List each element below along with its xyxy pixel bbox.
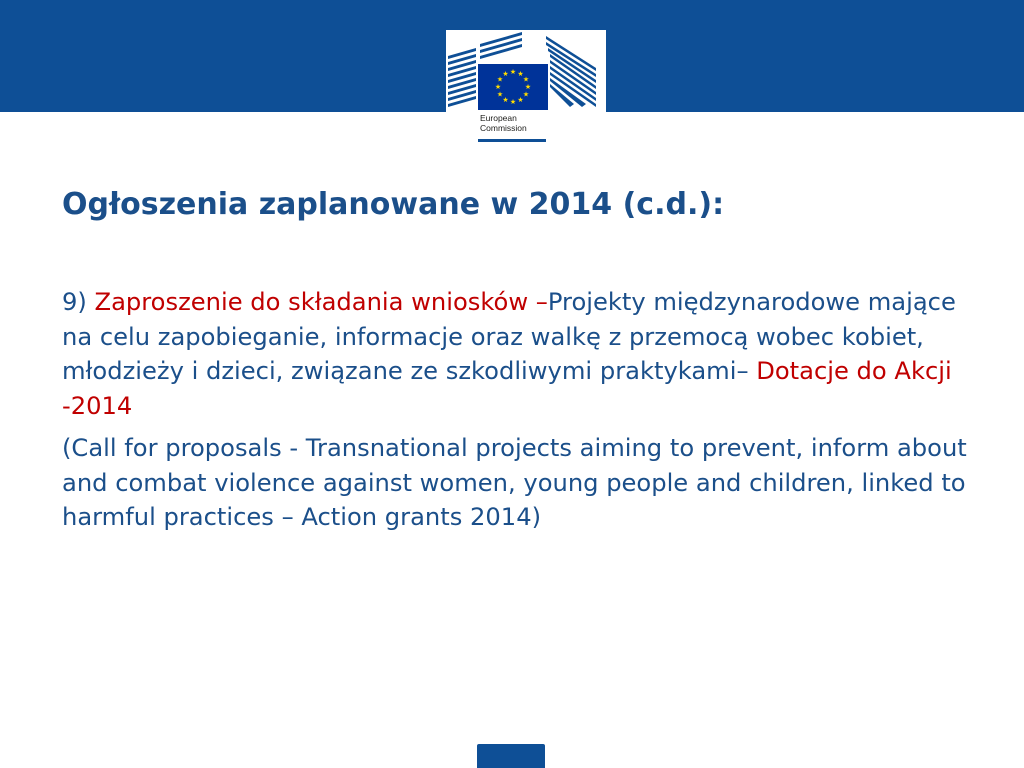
logo-text-line2: Commission bbox=[480, 123, 527, 133]
svg-text:★: ★ bbox=[517, 70, 524, 78]
building-flag-icon bbox=[446, 30, 606, 112]
grant-label: Dotacje do Akcji -2014 bbox=[62, 357, 952, 420]
slide-title: Ogłoszenia zaplanowane w 2014 (c.d.): bbox=[62, 187, 725, 222]
item-number: 9) bbox=[62, 288, 95, 316]
svg-text:★: ★ bbox=[524, 83, 532, 91]
european-commission-logo bbox=[446, 30, 606, 142]
svg-text:★: ★ bbox=[502, 70, 509, 78]
slide-body bbox=[62, 285, 967, 543]
svg-text:★: ★ bbox=[496, 75, 504, 84]
logo-text-line1: European bbox=[480, 113, 517, 123]
logo-wordmark bbox=[480, 113, 527, 133]
svg-text:★: ★ bbox=[522, 90, 530, 99]
footer-tab bbox=[477, 744, 545, 768]
call-paragraph-pl bbox=[62, 285, 967, 423]
call-paragraph-en: (Call for proposals - Transnational projects aiming to prevent, inform about and combat violence against women, young people and children, linked to harmful practices – Action grants 2014) bbox=[62, 434, 967, 531]
svg-text:★: ★ bbox=[517, 96, 524, 104]
svg-text:★: ★ bbox=[509, 98, 517, 106]
svg-text:★: ★ bbox=[496, 90, 504, 99]
call-description: Projekty międzynarodowe mające na celu zapobieganie, informacje oraz walkę z przemocą wobec kobiet, młodzieży i dzieci, związane ze szkodliwymi praktykami– bbox=[62, 288, 956, 385]
svg-text:★: ★ bbox=[522, 75, 530, 84]
svg-text:★: ★ bbox=[509, 68, 517, 76]
svg-text:★: ★ bbox=[494, 83, 502, 91]
logo-underline bbox=[478, 139, 546, 142]
call-type-label: Zaproszenie do składania wniosków – bbox=[94, 288, 548, 316]
svg-text:★: ★ bbox=[502, 96, 509, 104]
